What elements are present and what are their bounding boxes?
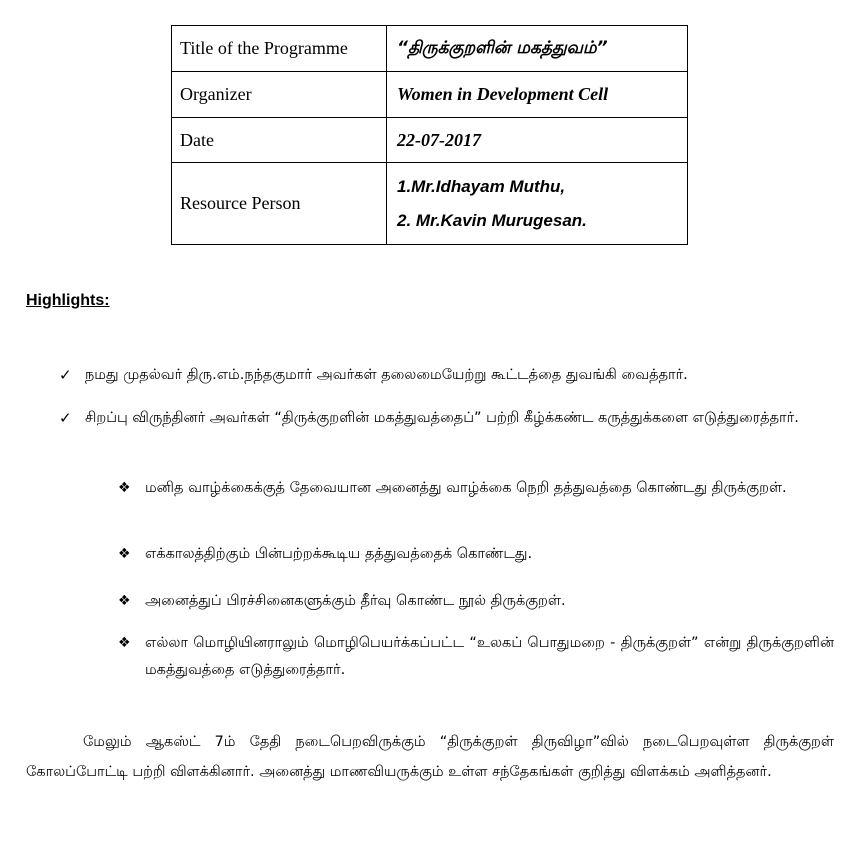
list-item-text: மனித வாழ்க்கைக்குத் தேவையான அனைத்து வாழ்க்கை நெறி தத்துவத்தை கொண்டது திருக்குறள். [145,480,787,496]
programme-title-value: “திருக்குறளின் மகத்துவம்” [387,26,688,72]
list-item-text: நமது முதல்வர் திரு.எம்.நந்தகுமார் அவர்கள் தலைமையேற்று கூட்டத்தை துவங்கி வைத்தார். [85,367,688,383]
list-item [118,630,834,684]
list-item [118,475,834,502]
diamond-bullet-icon: ❖ [118,546,131,562]
list-item-text: எக்காலத்திற்கும் பின்பற்றக்கூடிய தத்துவத்தைக் கொண்டது. [145,546,533,562]
resource-person-2: 2. Mr.Kavin Murugesan. [397,210,587,230]
diamond-bullet-icon: ❖ [118,593,131,609]
organizer-label: Organizer [172,72,387,118]
table-row [172,26,688,72]
closing-paragraph: மேலும் ஆகஸ்ட் 7ம் தேதி நடைபெறவிருக்கும் “திருக்குறள் திருவிழா”வில் நடைபெறவுள்ள திருக்குறள் கோலப்போட்டி பற்றி விளக்கினார். அனைத்து மாணவியருக்கும் உள்ள சந்தேகங்கள் குறித்து விளக்கம் அளித்தனர். [26,734,834,780]
check-icon: ✓ [59,366,72,384]
programme-info-table [171,25,688,245]
table-row [172,163,688,245]
date-label: Date [172,118,387,163]
list-item-text: அனைத்துப் பிரச்சினைகளுக்கும் தீர்வு கொண்ட நூல் திருக்குறள். [145,593,566,609]
highlights-heading: Highlights: [26,292,110,309]
resource-person-label: Resource Person [172,163,387,245]
list-item-text: சிறப்பு விருந்தினர் அவர்கள் “திருக்குறளின் மகத்துவத்தைப்” பற்றி கீழ்க்கண்ட கருத்துக்களை எடுத்துரைத்தார். [85,410,799,426]
check-icon: ✓ [59,409,72,427]
organizer-value: Women in Development Cell [387,72,688,118]
title-label: Title of the Programme [172,26,387,72]
list-item-text: எல்லா மொழியினராலும் மொழிபெயர்க்கப்பட்ட “உலகப் பொதுமறை - திருக்குறள்” என்று திருக்குறளின் மகத்துவத்தை எடுத்துரைத்தார். [145,635,834,678]
diamond-bullet-icon: ❖ [118,635,131,651]
list-item [59,405,834,432]
diamond-bullet-icon: ❖ [118,480,131,496]
list-item [59,362,834,389]
list-item [118,541,834,568]
table-row [172,118,688,163]
resource-person-value [387,163,688,245]
resource-person-1: 1.Mr.Idhayam Muthu, [397,176,566,196]
table-row [172,72,688,118]
date-value: 22-07-2017 [387,118,688,163]
list-item [118,588,834,615]
